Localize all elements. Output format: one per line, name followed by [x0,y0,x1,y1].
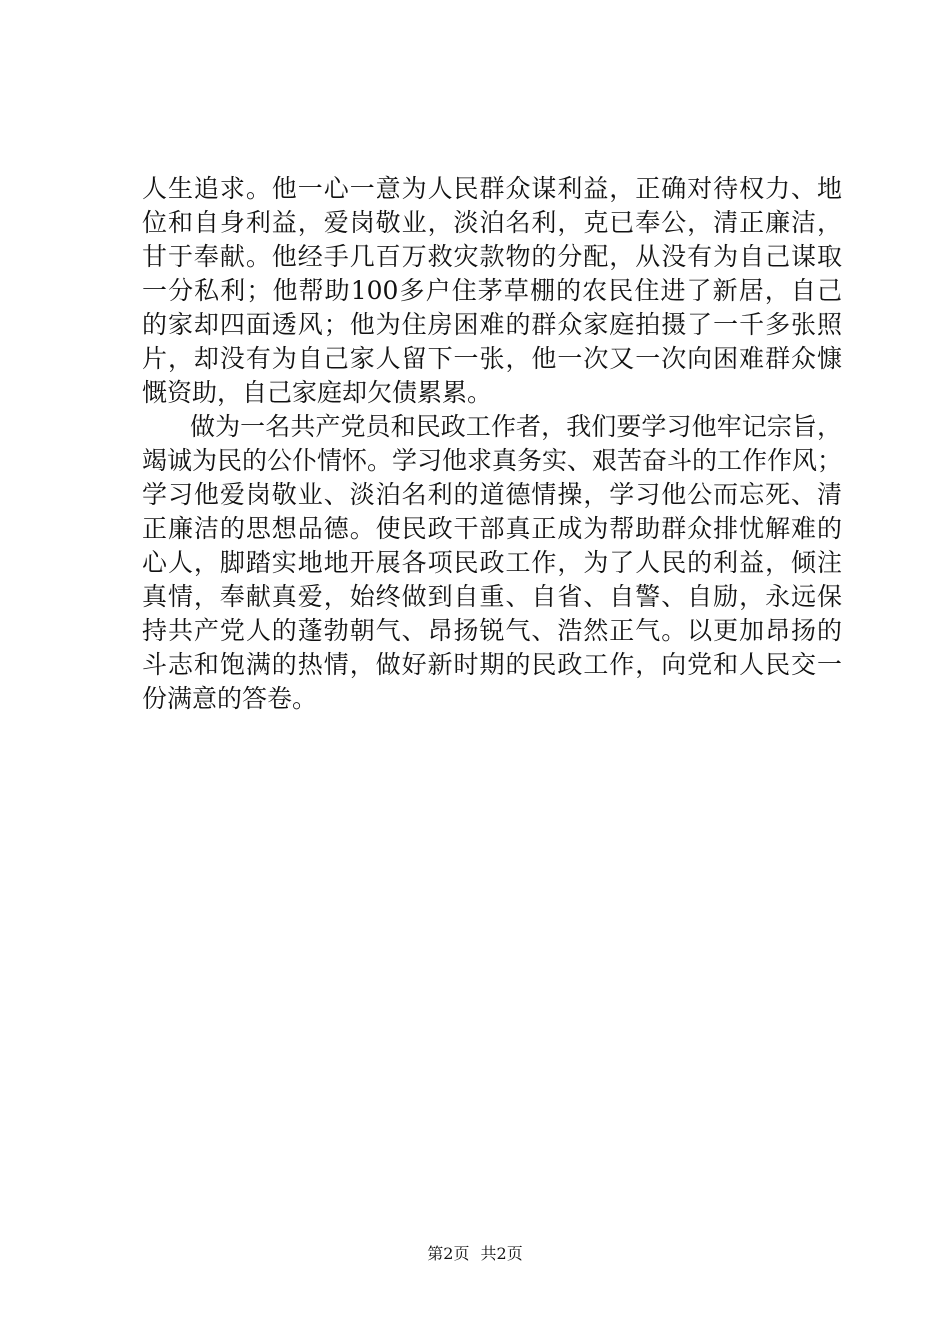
text-line: 片，却没有为自己家人留下一张，他一次又一次向困难群众慷 [142,344,842,373]
text-line: 的家却四面透风；他为住房困难的群众家庭拍摄了一千多张照 [142,310,842,339]
text-line: 做为一名共产党员和民政工作者，我们要学习他牢记宗旨， [190,412,842,441]
page-footer [0,1242,950,1266]
text-line: 竭诚为民的公仆情怀。学习他求真务实、艰苦奋斗的工作作风； [142,446,843,475]
text-line: 正廉洁的思想品德。使民政干部真正成为帮助群众排忧解难的 [142,514,842,543]
text-line: 份满意的答卷。 [142,684,318,713]
text-line: 心人，脚踏实地地开展各项民政工作，为了人民的利益，倾注 [142,548,842,577]
paragraph-1 [142,172,842,410]
text-line: 学习他爱岗敬业、淡泊名利的道德情操，学习他公而忘死、清 [142,480,842,509]
page-total: 共2页 [480,1244,523,1263]
document-body [142,172,842,716]
text-line: 斗志和饱满的热情，做好新时期的民政工作，向党和人民交一 [142,650,842,679]
text-line: 甘于奉献。他经手几百万救灾款物的分配，从没有为自己谋取 [142,242,842,271]
text-line: 慨资助，自己家庭却欠债累累。 [142,378,493,407]
paragraph-2 [142,410,842,716]
text-line: 位和自身利益，爱岗敬业，淡泊名利，克已奉公，清正廉洁， [142,208,842,237]
text-line: 人生追求。他一心一意为人民群众谋利益，正确对待权力、地 [142,174,842,203]
page-number: 第2页 [427,1244,470,1263]
text-line: 持共产党人的蓬勃朝气、昂扬锐气、浩然正气。以更加昂扬的 [142,616,842,645]
text-line: 真情，奉献真爱，始终做到自重、自省、自警、自励，永远保 [142,582,842,611]
text-line: 一分私利；他帮助100多户住茅草棚的农民住进了新居，自己 [142,276,842,305]
